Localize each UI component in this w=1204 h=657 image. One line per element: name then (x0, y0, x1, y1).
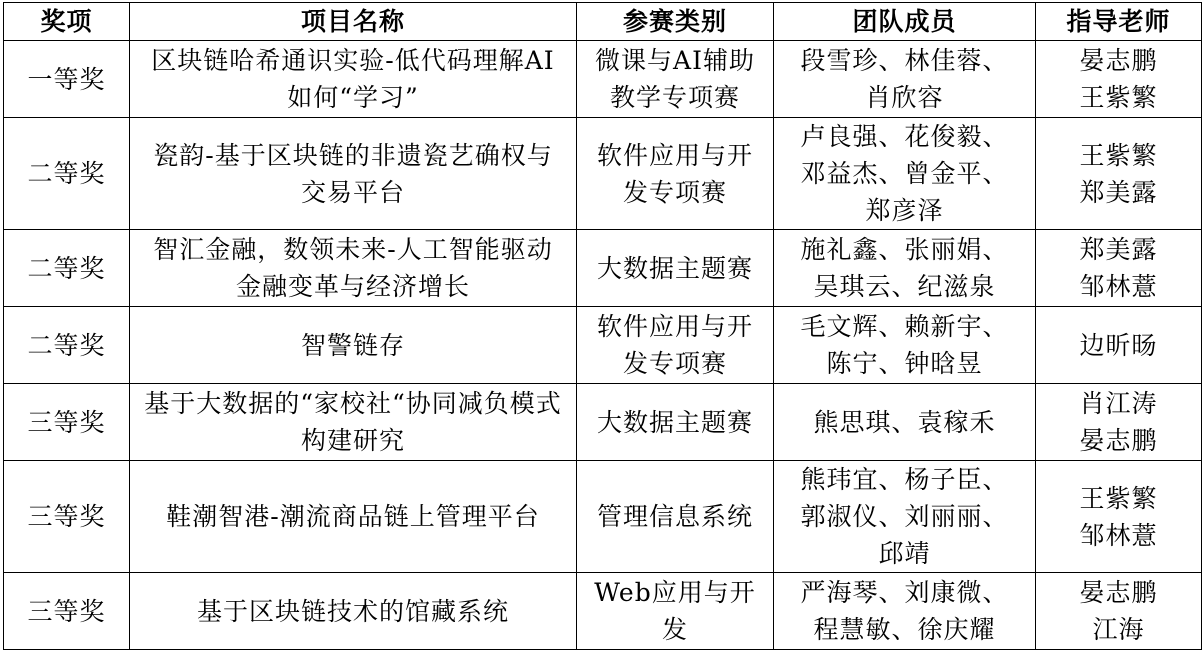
mentor-name: 边昕旸 (1079, 330, 1158, 360)
table-row (4, 384, 1202, 461)
members-cell: 熊玮宜、杨子臣、郭淑仪、刘丽丽、邱靖 (774, 461, 1036, 573)
header-row (4, 3, 1202, 41)
mentors-cell (1036, 230, 1202, 307)
mentor-name: 邹林薏 (1079, 272, 1158, 301)
members-cell: 毛文辉、赖新宇、陈宁、钟晗昱 (774, 307, 1036, 384)
category-cell: 大数据主题赛 (577, 384, 774, 461)
members-cell: 卢良强、花俊毅、邓益杰、曾金平、郑彦泽 (774, 118, 1036, 230)
mentor-name: 晏志鹏 (1079, 46, 1158, 75)
award-cell: 三等奖 (4, 384, 130, 461)
header-project: 项目名称 (130, 3, 577, 41)
table-row (4, 230, 1202, 307)
mentors-cell (1036, 118, 1202, 230)
header-mentors: 指导老师 (1036, 3, 1202, 41)
category-cell: Web应用与开发 (577, 573, 774, 650)
category-cell: 大数据主题赛 (577, 230, 774, 307)
mentors-cell (1036, 461, 1202, 573)
mentors-cell (1036, 384, 1202, 461)
award-cell: 一等奖 (4, 41, 130, 118)
members-cell: 段雪珍、林佳蓉、肖欣容 (774, 41, 1036, 118)
project-cell: 智警链存 (130, 307, 577, 384)
mentor-name: 王紫繁 (1079, 83, 1158, 112)
project-cell: 智汇金融，数领未来-人工智能驱动金融变革与经济增长 (130, 230, 577, 307)
mentor-name: 肖江涛 (1079, 389, 1158, 418)
table-row (4, 573, 1202, 650)
table-row (4, 307, 1202, 384)
header-award: 奖项 (4, 3, 130, 41)
mentors-cell (1036, 573, 1202, 650)
project-cell: 基于大数据的“家校社“协同减负模式构建研究 (130, 384, 577, 461)
awards-table (3, 2, 1202, 650)
project-cell: 基于区块链技术的馆藏系统 (130, 573, 577, 650)
award-cell: 三等奖 (4, 573, 130, 650)
project-cell: 瓷韵-基于区块链的非遗瓷艺确权与交易平台 (130, 118, 577, 230)
members-cell: 熊思琪、袁稼禾 (774, 384, 1036, 461)
award-cell: 二等奖 (4, 307, 130, 384)
category-cell: 软件应用与开发专项赛 (577, 307, 774, 384)
mentors-cell (1036, 41, 1202, 118)
mentor-name: 邹林薏 (1079, 520, 1158, 550)
table-row (4, 41, 1202, 118)
award-cell: 二等奖 (4, 230, 130, 307)
members-cell: 严海琴、刘康微、程慧敏、徐庆耀 (774, 573, 1036, 650)
mentor-name: 郑美露 (1079, 235, 1158, 264)
mentors-cell (1036, 307, 1202, 384)
project-cell: 鞋潮智港-潮流商品链上管理平台 (130, 461, 577, 573)
table-row (4, 118, 1202, 230)
mentor-name: 江海 (1092, 615, 1145, 644)
category-cell: 软件应用与开发专项赛 (577, 118, 774, 230)
table-row (4, 461, 1202, 573)
mentor-name: 晏志鹏 (1079, 426, 1158, 455)
members-cell: 施礼鑫、张丽娟、吴琪云、纪滋泉 (774, 230, 1036, 307)
mentor-name: 王紫繁 (1079, 483, 1158, 513)
mentor-name: 王紫繁 (1079, 140, 1158, 170)
award-cell: 二等奖 (4, 118, 130, 230)
category-cell: 管理信息系统 (577, 461, 774, 573)
project-cell: 区块链哈希通识实验-低代码理解AI如何“学习” (130, 41, 577, 118)
category-cell: 微课与AI辅助教学专项赛 (577, 41, 774, 118)
header-members: 团队成员 (774, 3, 1036, 41)
header-category: 参赛类别 (577, 3, 774, 41)
mentor-name: 郑美露 (1079, 177, 1158, 207)
award-cell: 三等奖 (4, 461, 130, 573)
mentor-name: 晏志鹏 (1079, 578, 1158, 607)
